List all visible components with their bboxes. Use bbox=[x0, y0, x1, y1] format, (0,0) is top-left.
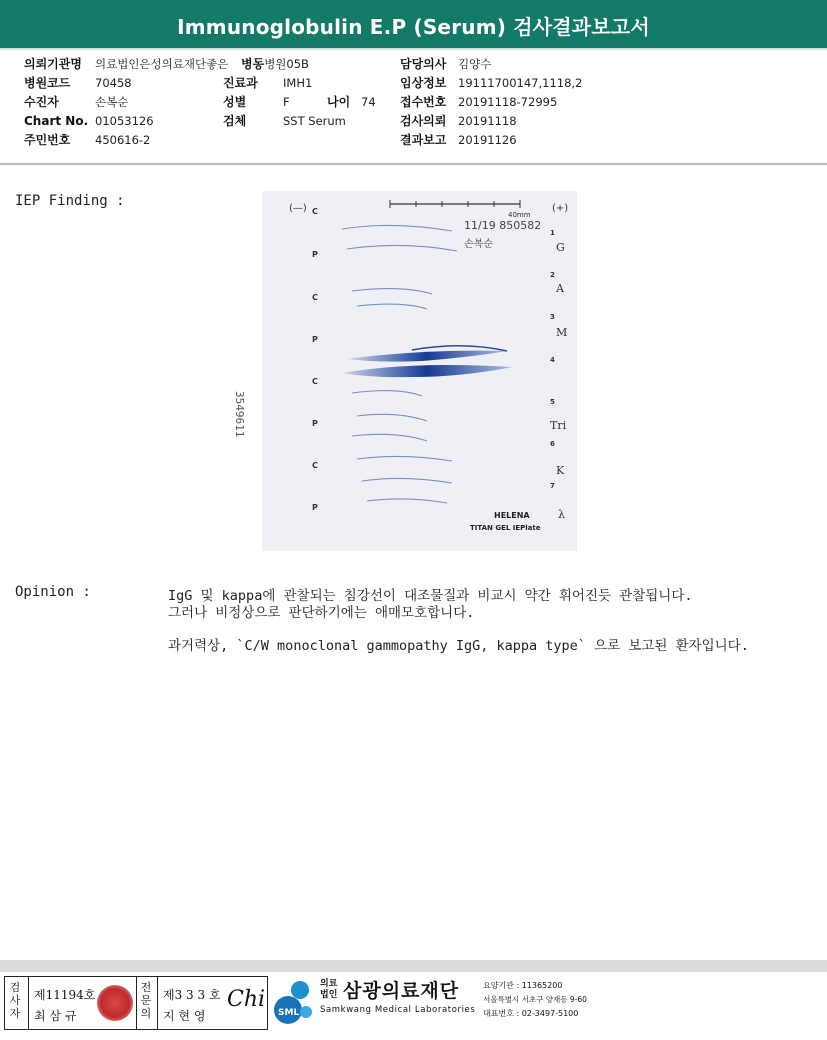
field-value: 20191118 bbox=[458, 114, 517, 128]
sml-logo-icon bbox=[270, 976, 320, 1026]
side-number: 3549611 bbox=[233, 391, 246, 438]
field-value: 20191126 bbox=[458, 133, 517, 147]
org-prefix: 의료법인 bbox=[320, 979, 338, 1000]
footer-band bbox=[0, 960, 827, 972]
antiserum-number: 1 bbox=[550, 229, 555, 237]
lane-label: C bbox=[312, 293, 318, 302]
field-label: 결과보고 bbox=[400, 133, 447, 147]
gel-svg bbox=[233, 191, 577, 551]
lane-label: C bbox=[312, 377, 318, 386]
field-label: 임상정보 bbox=[400, 76, 447, 90]
report-title: Immunoglobulin E.P (Serum) 검사결과보고서 bbox=[177, 15, 650, 39]
opinion-line3: 과거력상, `C/W monoclonal gammopathy IgG, kappa type` 으로 보고된 환자입니다. bbox=[168, 638, 749, 654]
header-divider bbox=[0, 163, 827, 165]
field-label: 수진자 bbox=[24, 95, 59, 109]
field-value: 450616-2 bbox=[95, 133, 151, 147]
antiserum-number: 6 bbox=[550, 440, 555, 448]
inspector-label: 검사자 bbox=[9, 981, 21, 1020]
antiserum-number: 3 bbox=[550, 313, 555, 321]
lane-label: P bbox=[312, 335, 318, 344]
lane-label: P bbox=[312, 503, 318, 512]
patient-info-col2 bbox=[241, 55, 309, 74]
sample-id: 11/19 850582 bbox=[464, 219, 542, 232]
field-value: 01053126 bbox=[95, 114, 154, 128]
specialist-number: 제3 3 3 호 bbox=[163, 988, 221, 1002]
opinion-label: Opinion : bbox=[15, 584, 91, 600]
patient-info-col3 bbox=[400, 55, 582, 150]
patient-info-col2b bbox=[223, 74, 376, 131]
inspector-number: 제11194호 bbox=[34, 988, 96, 1002]
antiserum-label: M bbox=[556, 326, 568, 339]
antiserum-label: Tri bbox=[550, 419, 567, 432]
iep-finding-label: IEP Finding : bbox=[15, 193, 125, 209]
gel-brand-sub: TITAN GEL IEPlate bbox=[470, 524, 541, 532]
opinion-line2: 그러나 비정상으로 판단하기에는 애매모호합니다. bbox=[168, 605, 475, 621]
field-label: 성별 bbox=[223, 95, 247, 109]
field-label: 담당의사 bbox=[400, 57, 447, 71]
field-label: 검사의뢰 bbox=[400, 114, 447, 128]
antiserum-label: K bbox=[556, 464, 565, 477]
field-value: 74 bbox=[361, 95, 376, 109]
org-phone: 대표번호 : 02-3497-5100 bbox=[483, 1009, 579, 1018]
inspector-name: 최 삼 규 bbox=[34, 1009, 77, 1023]
antiserum-label: A bbox=[556, 282, 564, 295]
iep-gel-image bbox=[233, 191, 577, 551]
field-label: 검체 bbox=[223, 114, 247, 128]
org-english: Samkwang Medical Laboratories bbox=[320, 1005, 476, 1015]
antiserum-number: 4 bbox=[550, 356, 555, 364]
lane-label: C bbox=[312, 207, 318, 216]
field-value: IMH1 bbox=[283, 76, 313, 90]
handwritten-name: 손복순 bbox=[464, 239, 493, 250]
minus-label: (—) bbox=[289, 203, 307, 214]
antiserum-number: 2 bbox=[550, 271, 555, 279]
field-label: 의뢰기관명 bbox=[24, 57, 82, 71]
opinion-line1: IgG 및 kappa에 관찰되는 침강선이 대조물질과 비교시 약간 휘어진듯 관찰됩니다. bbox=[168, 588, 693, 604]
field-label: 주민번호 bbox=[24, 133, 71, 147]
org-name: 삼광의료재단 bbox=[343, 980, 460, 1002]
inspector-seal-icon bbox=[97, 985, 133, 1021]
field-value: F bbox=[283, 95, 290, 109]
specialist-label: 전문의 bbox=[140, 981, 152, 1020]
field-value: 병원05B bbox=[264, 57, 309, 71]
signature-mark: Chi bbox=[227, 987, 266, 1012]
field-label: 병원코드 bbox=[24, 76, 71, 90]
antiserum-label: λ bbox=[558, 508, 565, 521]
field-value: 손복순 bbox=[95, 95, 129, 109]
antiserum-number: 7 bbox=[550, 482, 555, 490]
antiserum-number: 5 bbox=[550, 398, 555, 406]
report-title-bar bbox=[0, 0, 827, 50]
antiserum-label: G bbox=[556, 241, 565, 254]
org-address: 서울특별시 서초구 양재동 9-60 bbox=[483, 995, 587, 1004]
field-value: SST Serum bbox=[283, 114, 346, 128]
field-value: 20191118-72995 bbox=[458, 95, 558, 109]
field-label: 접수번호 bbox=[400, 95, 447, 109]
lane-label: P bbox=[312, 419, 318, 428]
field-value: 의료법인은성의료재단좋은 bbox=[95, 57, 229, 71]
plus-label: (+) bbox=[552, 203, 569, 214]
specialist-name: 지 현 영 bbox=[163, 1009, 206, 1023]
gel-brand: HELENA bbox=[494, 511, 530, 520]
field-label: 나이 bbox=[327, 95, 351, 109]
logo-badge: SML bbox=[278, 1008, 300, 1018]
field-value: 김양수 bbox=[458, 57, 492, 71]
lane-label: P bbox=[312, 250, 318, 259]
field-label: Chart No. bbox=[24, 114, 89, 128]
patient-info-col1 bbox=[24, 55, 228, 150]
field-value: 70458 bbox=[95, 76, 132, 90]
field-value: 19111700147,1118,2 bbox=[458, 76, 583, 90]
signature-box bbox=[4, 976, 268, 1030]
field-label: 진료과 bbox=[223, 76, 258, 90]
org-code: 요양기관 : 11365200 bbox=[483, 981, 563, 990]
field-label: 병동 bbox=[241, 57, 265, 71]
scale-label: 40mm bbox=[508, 211, 531, 219]
lane-label: C bbox=[312, 461, 318, 470]
